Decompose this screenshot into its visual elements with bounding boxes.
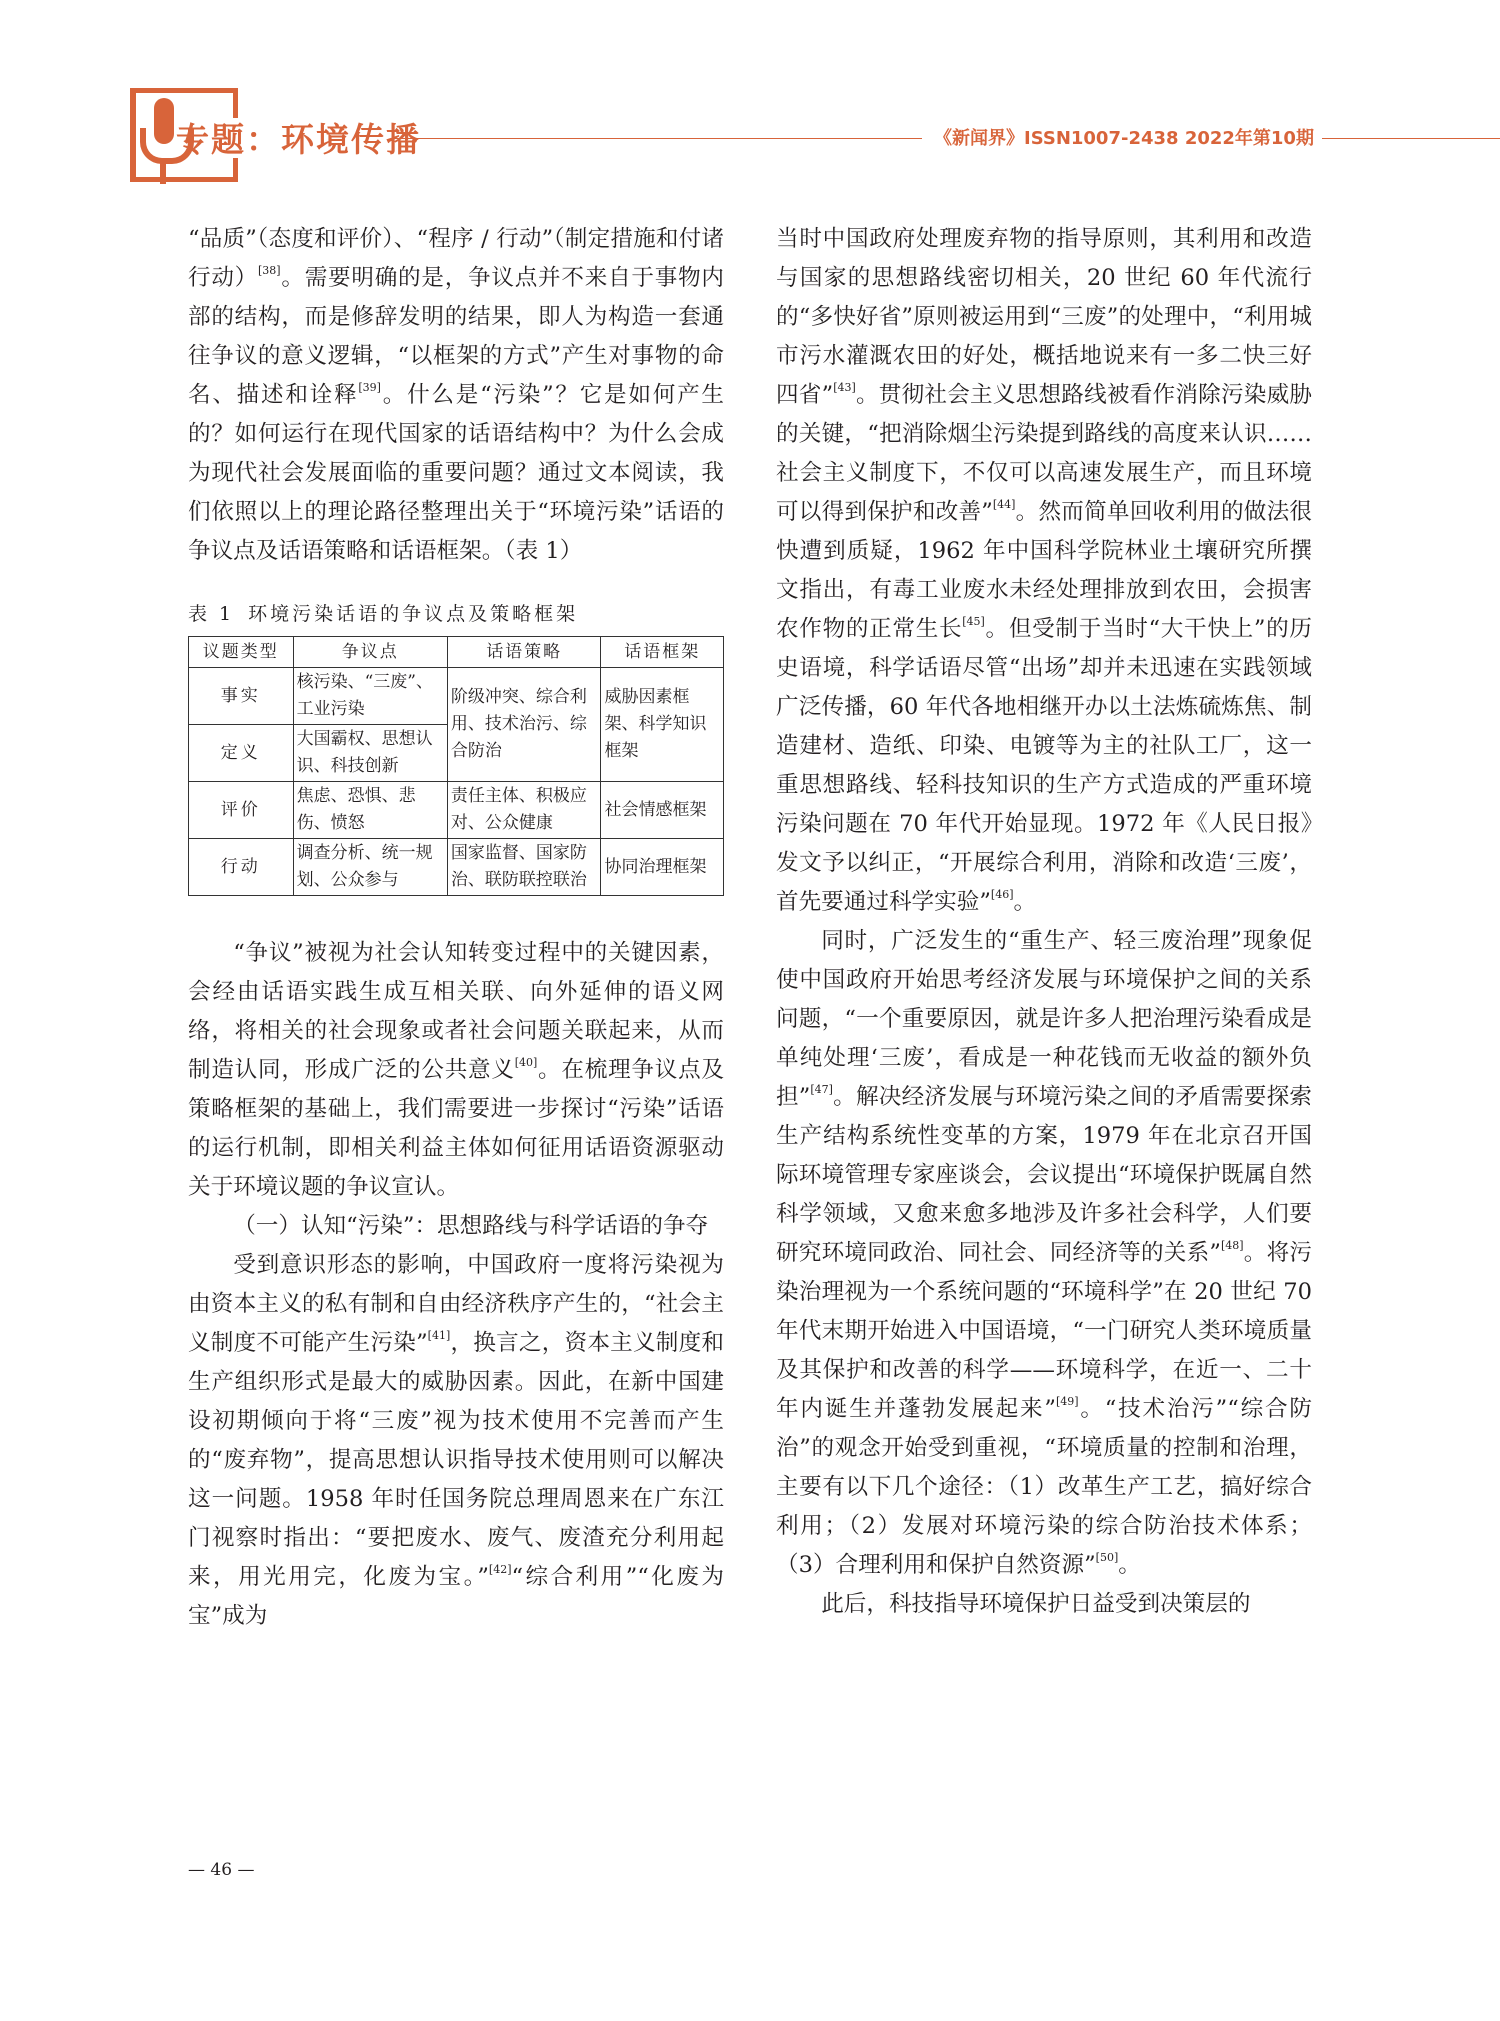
table-cell: 焦虑、恐惧、悲伤、愤怒 — [293, 782, 447, 839]
paragraph: 同时，广泛发生的“重生产、轻三废治理”现象促使中国政府开始思考经济发展与环境保护之间的关系问题，“一个重要原因，就是许多人把治理污染看成是单纯处理‘三废’，看成是一种花钱而无收益的额外负担”[47]。解决经济发展与环境污染之间的矛盾需要探索生产结构系统性变革的方案，1979 年在北京召开国际环境管理专家座谈会，会议提出“环境保护既属自然科学领域，又愈来愈多地涉及许多社会科学，人们要研究环境同政治、同社会、同经济等的关系”[48]。将污染治理视为一个系统问题的“环境科学”在 20 世纪 70 年代末期开始进入中国语境，“一门研究人类环境质量及其保护和改善的科学——环境科学，在近一、二十年内诞生并蓬勃发展起来”[49]。“技术治污”“综合防治”的观念开始受到重视，“环境质量的控制和治理，主要有以下几个途径：（1）改革生产工艺，搞好综合利用；（2）发展对环境污染的综合防治技术体系；（3）合理利用和保护自然资源”[50]。 — [776, 928, 1313, 1578]
table-cell: 事实 — [189, 668, 294, 725]
paragraph: “品质”（态度和评价）、“程序 / 行动”（制定措施和付诸行动）[38]。需要明确的是，争议点并不来自于事物内部的结构，而是修辞发明的结果，即人为构造一套通往争议的意义逻辑，“以框架的方式”产生对事物的命名、描述和诠释[39]。什么是“污染”？它是如何产生的？如何运行在现代国家的话语结构中？为什么会成为现代社会发展面临的重要问题？通过文本阅读，我们依照以上的理论路径整理出关于“环境污染”话语的争议点及话语策略和话语框架。（表 1） — [188, 226, 725, 564]
table-cell: 核污染、“三废”、工业污染 — [293, 668, 447, 725]
table-number: 表 1 — [188, 603, 235, 625]
table-cell: 定义 — [189, 725, 294, 782]
table-cell: 调查分析、统一规划、公众参与 — [293, 839, 447, 896]
right-column — [776, 220, 1312, 1624]
table-cell: 协同治理框架 — [601, 839, 724, 896]
header-rule-right — [1322, 138, 1500, 139]
table-row — [189, 782, 724, 839]
table-cell: 评价 — [189, 782, 294, 839]
table-caption — [188, 599, 724, 626]
table-cell: 威胁因素框架、科学知识框架 — [601, 668, 724, 782]
paragraph: 受到意识形态的影响，中国政府一度将污染视为由资本主义的私有制和自由经济秩序产生的，“社会主义制度不可能产生污染”[41]，换言之，资本主义制度和生产组织形式是最大的威胁因素。因此，在新中国建设初期倾向于将“三废”视为技术使用不完善而产生的“废弃物”，提高思想认识指导技术使用则可以解决这一问题。1958 年时任国务院总理周恩来在广东江门视察时指出：“要把废水、废气、废渣充分利用起来，用光用完，化废为宝。”[42]“综合利用”“化废为宝”成为 — [188, 1252, 724, 1629]
table-title: 环境污染话语的争议点及策略框架 — [248, 603, 579, 625]
table-cell: 社会情感框架 — [601, 782, 724, 839]
table-cell: 责任主体、积极应对、公众健康 — [447, 782, 601, 839]
table-row — [189, 839, 724, 896]
table-cell: 国家监督、国家防治、联防联控联治 — [447, 839, 601, 896]
table-header-cell: 议题类型 — [189, 637, 294, 668]
table-row — [189, 668, 724, 725]
journal-info: 《新闻界》ISSN1007-2438 2022年第10期 — [934, 128, 1314, 149]
table-header-cell: 话语策略 — [447, 637, 601, 668]
table-cell: 大国霸权、思想认识、科技创新 — [293, 725, 447, 782]
header-rule-left — [392, 138, 922, 139]
paragraph: “争议”被视为社会认知转变过程中的关键因素，会经由话语实践生成互相关联、向外延伸的语义网络，将相关的社会现象或者社会问题关联起来，从而制造认同，形成广泛的公共意义[40]。在梳理争议点及策略框架的基础上，我们需要进一步探讨“污染”话语的运行机制，即相关利益主体如何征用话语资源驱动关于环境议题的争议宣认。 — [188, 940, 725, 1200]
table-header-cell: 争议点 — [293, 637, 447, 668]
left-column — [188, 220, 724, 1636]
framework-table — [188, 636, 724, 896]
table-cell: 阶级冲突、综合利用、技术治污、综合防治 — [447, 668, 601, 782]
section-title: 专题：环境传播 — [176, 120, 421, 159]
paragraph: 此后，科技指导环境保护日益受到决策层的 — [821, 1591, 1251, 1617]
paragraph: 当时中国政府处理废弃物的指导原则，其利用和改造与国家的思想路线密切相关，20 世纪 60 年代流行的“多快好省”原则被运用到“三废”的处理中，“利用城市污水灌溉农田的好处，概括地说来有一多二快三好四省”[43]。贯彻社会主义思想路线被看作消除污染威胁的关键，“把消除烟尘污染提到路线的高度来认识……社会主义制度下，不仅可以高速发展生产，而且环境可以得到保护和改善”[44]。然而简单回收利用的做法很快遭到质疑，1962 年中国科学院林业土壤研究所撰文指出，有毒工业废水未经处理排放到农田，会损害农作物的正常生长[45]。但受制于当时“大干快上”的历史语境，科学话语尽管“出场”却并未迅速在实践领域广泛传播，60 年代各地相继开办以土法炼硫炼焦、制造建材、造纸、印染、电镀等为主的社队工厂，这一重思想路线、轻科技知识的生产方式造成的严重环境污染问题在 70 年代开始显现。1972 年《人民日报》发文予以纠正，“开展综合利用，消除和改造‘三废’，首先要通过科学实验”[46]。 — [776, 226, 1313, 915]
page-number: — 46 — — [188, 1860, 255, 1880]
table-header-row — [189, 637, 724, 668]
subheading: （一）认知“污染”：思想路线与科学话语的争夺 — [233, 1213, 709, 1239]
table-header-cell: 话语框架 — [601, 637, 724, 668]
table-cell: 行动 — [189, 839, 294, 896]
